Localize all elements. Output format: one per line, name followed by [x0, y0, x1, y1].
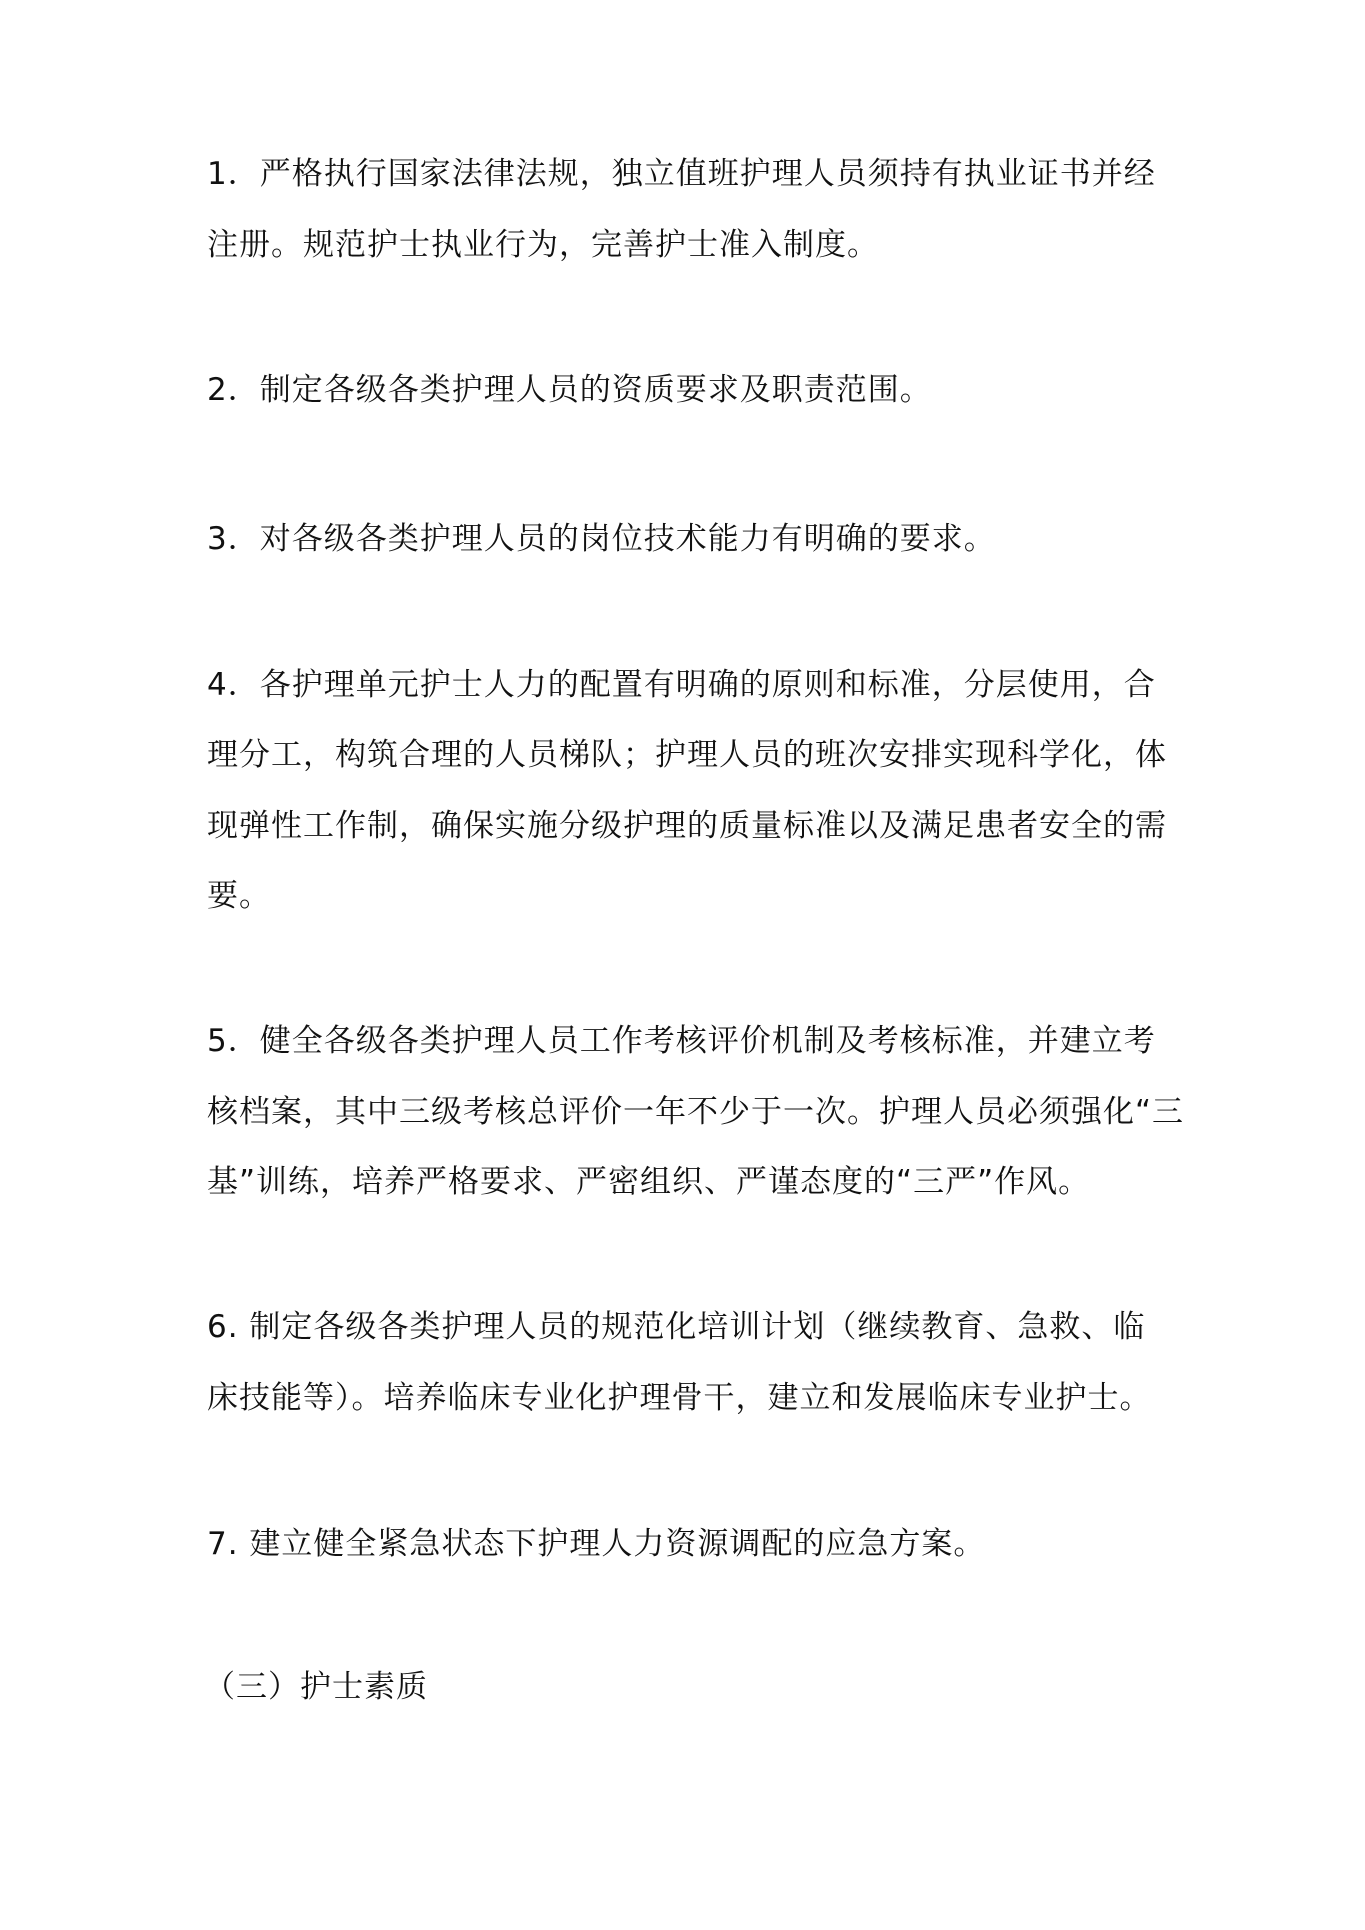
- item-5-line-2: 核档案，其中三级考核总评价一年不少于一次。护理人员必须强化“三: [207, 1094, 1185, 1130]
- item-4-line-3: 现弹性工作制，确保实施分级护理的质量标准以及满足患者安全的需: [207, 808, 1167, 844]
- item-3-line-1: 3．对各级各类护理人员的岗位技术能力有明确的要求。: [207, 521, 996, 557]
- item-2-line-1: 2．制定各级各类护理人员的资质要求及职责范围。: [207, 372, 932, 408]
- item-6-line-1: 6. 制定各级各类护理人员的规范化培训计划（继续教育、急救、临: [207, 1309, 1146, 1345]
- item-4-line-2: 理分工，构筑合理的人员梯队；护理人员的班次安排实现科学化，体: [207, 737, 1167, 773]
- item-5-line-3: 基”训练，培养严格要求、严密组织、严谨态度的“三严”作风。: [207, 1164, 1091, 1200]
- item-5-line-1: 5．健全各级各类护理人员工作考核评价机制及考核标准，并建立考: [207, 1023, 1156, 1059]
- item-1-line-2: 注册。规范护士执业行为，完善护士准入制度。: [207, 227, 879, 263]
- item-7-line-1: 7. 建立健全紧急状态下护理人力资源调配的应急方案。: [207, 1526, 986, 1562]
- item-4-line-4: 要。: [207, 878, 271, 914]
- item-6-line-2: 床技能等）。培养临床专业化护理骨干，建立和发展临床专业护士。: [207, 1380, 1152, 1416]
- item-4-line-1: 4．各护理单元护士人力的配置有明确的原则和标准，分层使用，合: [207, 667, 1156, 703]
- section-heading: （三）护士素质: [204, 1669, 428, 1705]
- item-1-line-1: 1．严格执行国家法律法规，独立值班护理人员须持有执业证书并经: [207, 156, 1156, 192]
